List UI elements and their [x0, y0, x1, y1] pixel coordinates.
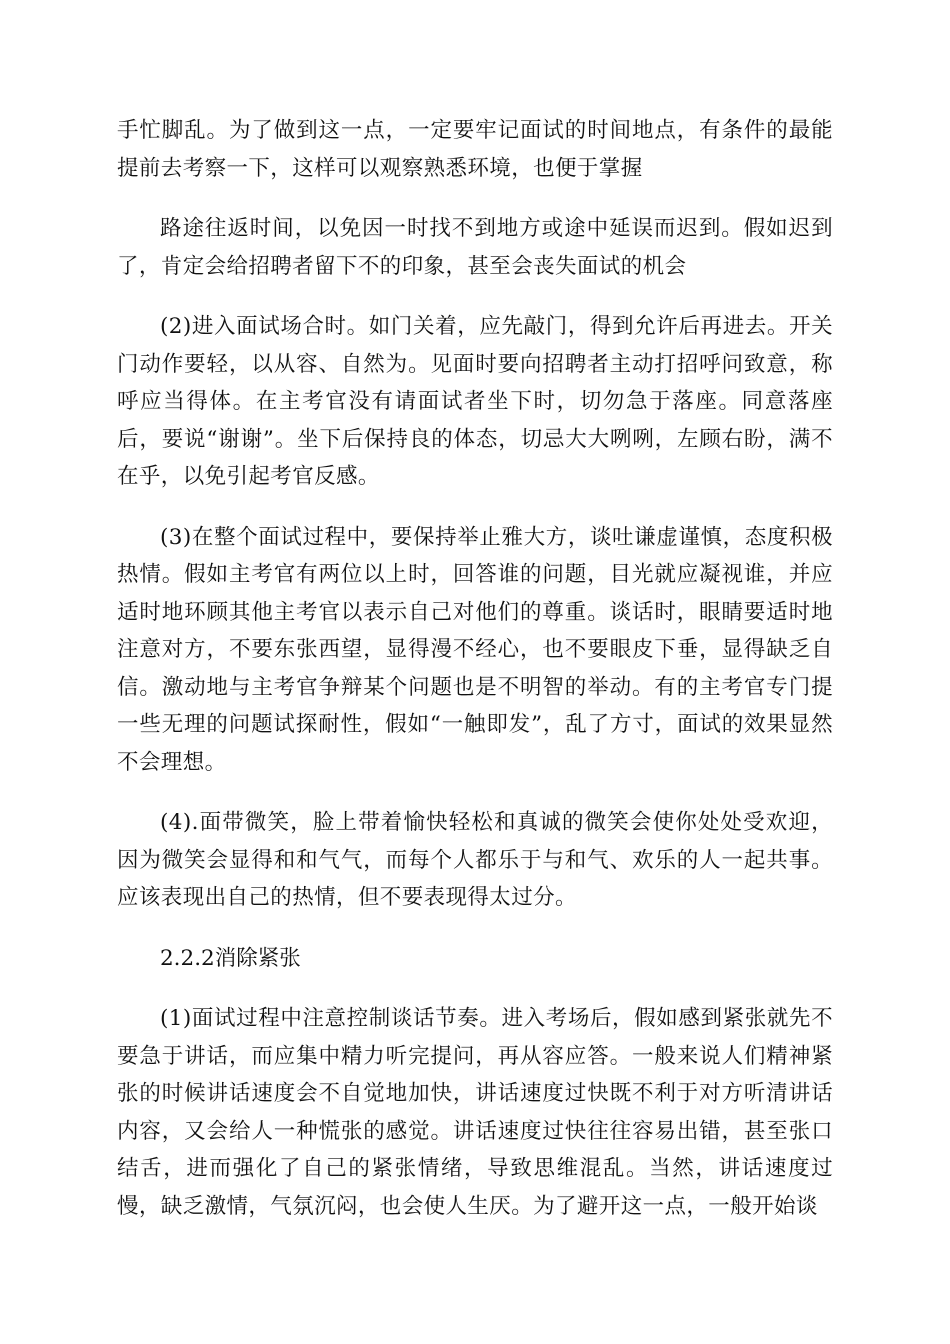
paragraph-speech-pace: (1)面试过程中注意控制谈话节奏。进入考场后，假如感到紧张就先不要急于讲话，而应集中精力听完提问，再从容应答。一般来说人们精神紧张的时候讲话速度会不自觉地加快，讲话速度过快既不利于对方听清讲话内容，又会给人一种慌张的感觉。讲话速度过快往往容易出错，甚至张口结舌，进而强化了自己的紧张情绪，导致思维混乱。当然，讲话速度过慢，缺乏激情，气氛沉闷，也会使人生厌。为了避开这一点，一般开始谈: [117, 1006, 833, 1219]
paragraph-entering-room: (2)进入面试场合时。如门关着，应先敲门，得到允许后再进去。开关门动作要轻，以从容、自然为。见面时要向招聘者主动打招呼问致意，称呼应当得体。在主考官没有请面试者坐下时，切勿急于落座。同意落座后，要说“谢谢”。坐下后保持良的体态，切忌大大咧咧，左顾右盼，满不在乎，以免引起考官反感。: [117, 314, 833, 489]
section-heading-eliminate-tension: 2.2.2消除紧张: [160, 945, 301, 971]
document-body: [117, 112, 833, 1225]
paragraph-route-time: 路途往返时间，以免因一时找不到地方或途中延误而迟到。假如迟到了，肯定会给招聘者留下不的印象，甚至会丧失面试的机会: [117, 216, 833, 279]
paragraph-smile: (4).面带微笑，脸上带着愉快轻松和真诚的微笑会使你处处受欢迎，因为微笑会显得和和气气，而每个人都乐于与和气、欢乐的人一起共事。应该表现出自己的热情，但不要表现得太过分。: [117, 810, 833, 910]
paragraph-continued: 手忙脚乱。为了做到这一点，一定要牢记面试的时间地点，有条件的最能提前去考察一下，这样可以观察熟悉环境，也便于掌握: [117, 118, 833, 181]
paragraph-interview-process: (3)在整个面试过程中，要保持举止雅大方，谈吐谦虚谨慎，态度积极热情。假如主考官有两位以上时，回答谁的问题，目光就应凝视谁，并应适时地环顾其他主考官以表示自己对他们的尊重。谈话时，眼睛要适时地注意对方，不要东张西望，显得漫不经心，也不要眼皮下垂，显得缺乏自信。激动地与主考官争辩某个问题也是不明智的举动。有的主考官专门提一些无理的问题试探耐性，假如“一触即发”，乱了方寸，面试的效果显然不会理想。: [117, 524, 833, 775]
